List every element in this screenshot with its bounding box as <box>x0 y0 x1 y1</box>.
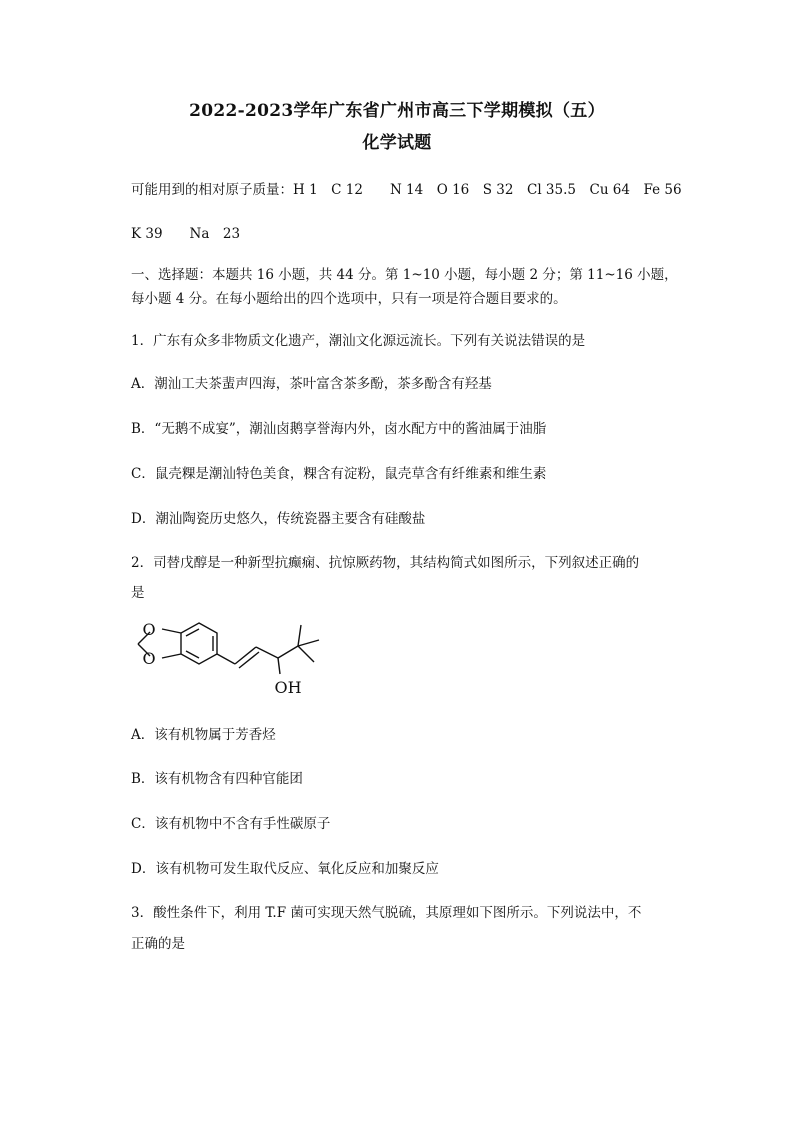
question-2-stem-line-2: 是 <box>131 585 145 601</box>
question-1-option-d: D．潮汕陶瓷历史悠久，传统瓷器主要含有硅酸盐 <box>131 511 426 527</box>
question-2-option-d: D．该有机物可发生取代反应、氧化反应和加聚反应 <box>131 861 439 877</box>
question-1-option-c: C．鼠壳粿是潮汕特色美食，粿含有淀粉，鼠壳草含有纤维素和维生素 <box>131 466 547 482</box>
oxygen-bottom-label: O <box>142 649 156 668</box>
question-2-option-a: A．该有机物属于芳香烃 <box>131 727 276 743</box>
question-3-stem-line-2: 正确的是 <box>131 936 185 952</box>
question-1-option-b: B．“无鹅不成宴”，潮汕卤鹅享誉海内外，卤水配方中的酱油属于油脂 <box>131 421 547 437</box>
question-1-stem: 1．广东有众多非物质文化遗产，潮汕文化源远流长。下列有关说法错误的是 <box>131 333 586 349</box>
exam-subtitle: 化学试题 <box>362 133 432 153</box>
chain-double-bond <box>235 647 256 664</box>
section-heading-line-1: 一、选择题：本题共 16 小题，共 44 分。第 1~10 小题，每小题 2 分；第 11~16 小题， <box>131 267 678 283</box>
chain-double-bond <box>239 652 259 668</box>
question-2-option-b: B．该有机物含有四种官能团 <box>131 771 303 787</box>
bond-tbutyl <box>298 625 301 646</box>
ring-double-bond <box>186 629 199 636</box>
atomic-masses-line-1: 可能用到的相对原子质量：H 1 C 12 N 14 O 16 S 32 Cl 35.5 Cu 64 Fe 56 <box>131 182 682 198</box>
bond-tbutyl <box>298 646 314 662</box>
ring-double-bond <box>186 651 199 658</box>
bond-ring-o-top <box>162 629 181 633</box>
bond-tbutyl <box>298 640 319 646</box>
bond-ring-o-bottom <box>162 654 181 658</box>
hydroxyl-label: OH <box>274 678 302 697</box>
bond-c-oh <box>278 658 280 674</box>
bond-ring-chain <box>217 654 235 664</box>
exam-title: 2022-2023学年广东省广州市高三下学期模拟（五） <box>189 101 605 121</box>
question-3-stem-line-1: 3．酸性条件下，利用 T.F 菌可实现天然气脱硫，其原理如下图所示。下列说法中，不 <box>131 905 642 921</box>
stiripentol-structure <box>128 612 348 702</box>
question-2-stem-line-1: 2．司替戊醇是一种新型抗癫痫、抗惊厥药物，其结构简式如图所示，下列叙述正确的 <box>131 555 640 571</box>
bond-chain <box>278 646 298 658</box>
atomic-masses-line-2: K 39 Na 23 <box>131 226 241 242</box>
section-heading-line-2: 每小题 4 分。在每小题给出的四个选项中，只有一项是符合题目要求的。 <box>131 291 567 307</box>
oxygen-top-label: O <box>142 620 156 639</box>
question-1-option-a: A．潮汕工夫茶蜚声四海，茶叶富含茶多酚，茶多酚含有羟基 <box>131 376 492 392</box>
question-2-option-c: C．该有机物中不含有手性碳原子 <box>131 816 331 832</box>
